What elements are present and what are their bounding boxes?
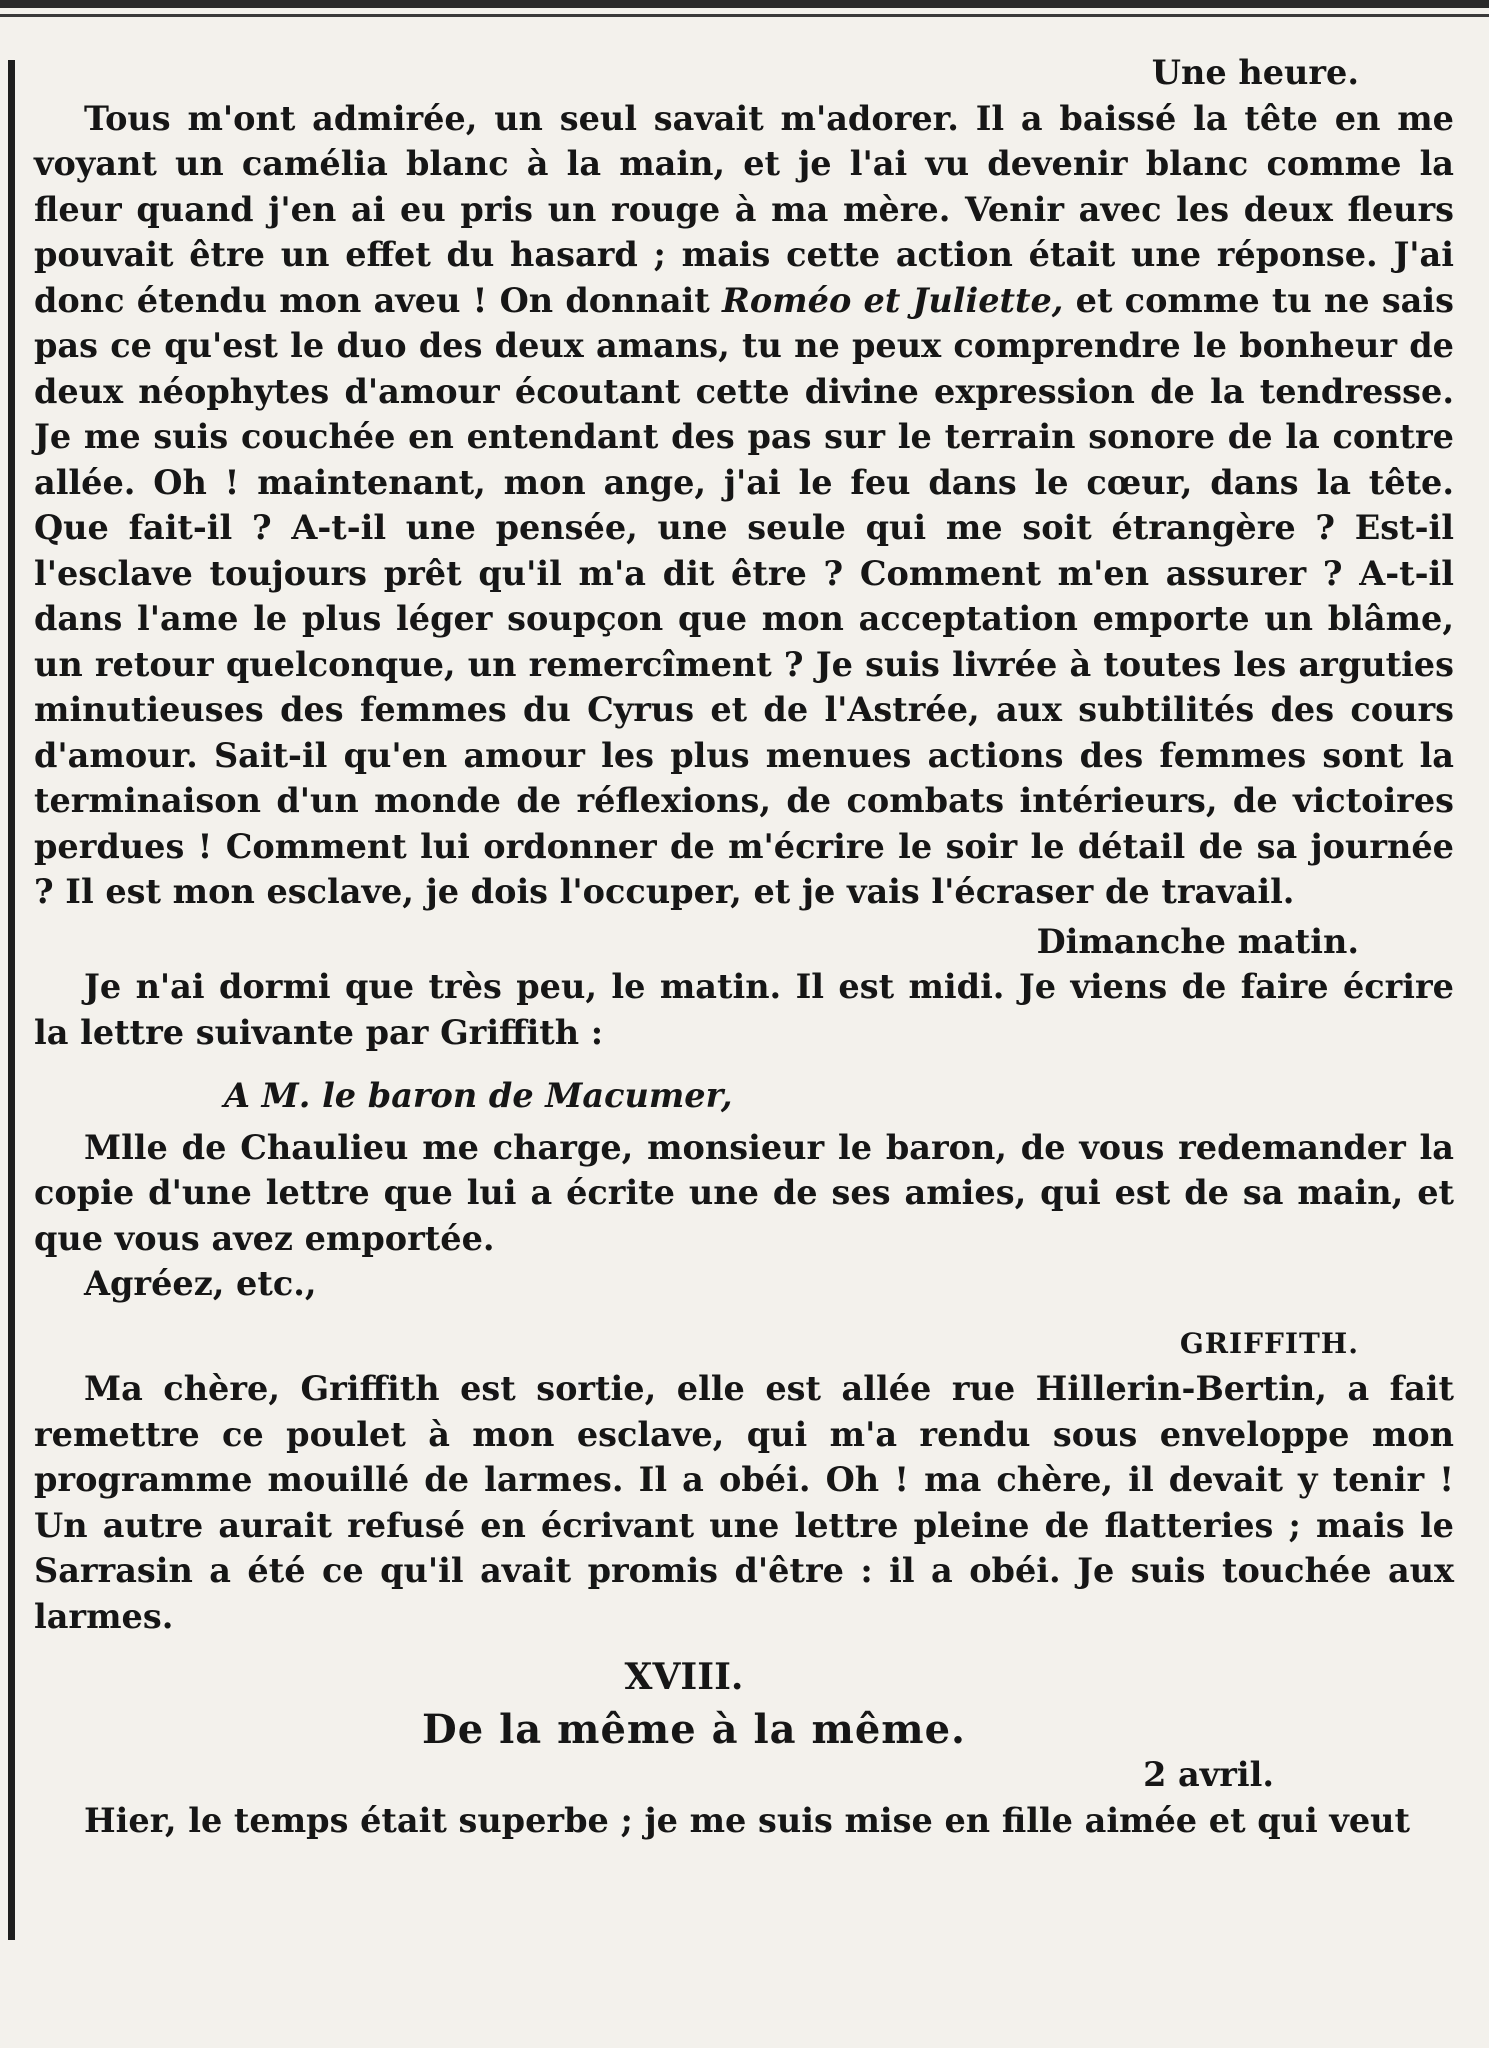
paragraph-1-after: et comme tu ne sais pas ce qu'est le duo des deux amans, tu ne peux comprendre le bonheur de deux néophytes d'amour écoutant cette divine expression de la tendresse. Je me suis couchée en entendant des pas sur le terrain sonore de la contre allée. Oh ! maintenant, mon ange, j'ai le feu dans le cœur, dans la tête. Que fait-il ? A-t-il une pensée, une seule qui me soit étrangère ? Est-il l'esclave toujours prêt qu'il m'a dit être ? Comment m'en assurer ? A-t-il dans l'ame le plus léger soupçon que mon acceptation emporte un blâme, un retour quelconque, un remercîment ? Je suis livrée à toutes les arguties minutieuses des femmes du Cyrus et de l'Astrée, aux subtilités des cours d'amour. Sait-il qu'en amour les plus menues actions des femmes sont la terminaison d'un monde de réflexions, de combats intérieurs, de victoires perdues ! Comment lui ordonner de m'écrire le soir le détail de sa journée ? Il est mon esclave, je dois l'occuper, et je vais l'écraser de travail. xyxy=(34,280,1454,911)
chapter-title: De la même à la même. xyxy=(422,1705,966,1753)
letter-body: Mlle de Chaulieu me charge, monsieur le baron, de vous redemander la copie d'une lettre que lui a écrite une de ses amies, qui est de sa main, et que vous avez emportée. xyxy=(34,1127,1454,1258)
paragraph-1 xyxy=(34,96,1454,915)
day-heading: Dimanche matin. xyxy=(1036,921,1359,961)
time-heading: Une heure. xyxy=(1151,53,1359,92)
letter-salutation: A M. le baron de Macumer, xyxy=(224,1076,733,1115)
paragraph-1-before: Tous m'ont admirée, un seul savait m'adorer. Il a baissé la tête en me voyant un camélia blanc à la main, et je l'ai vu devenir blanc comme la fleur quand j'en ai eu pris un rouge à ma mère. Venir avec les deux fleurs pouvait être un effet du hasard ; mais cette action était une réponse. J'ai donc étendu mon aveu ! On donnait xyxy=(34,98,1454,320)
newspaper-column xyxy=(34,50,1454,1843)
chapter-number: XVIII. xyxy=(624,1656,744,1698)
paragraph-3: Ma chère, Griffith est sortie, elle est allée rue Hillerin-Bertin, a fait remettre ce poulet à mon esclave, qui m'a rendu sous enveloppe mon programme mouillé de larmes. Il a obéi. Oh ! ma chère, il devait y tenir ! Un autre aurait refusé en écrivant une lettre pleine de flatteries ; mais le Sarrasin a été ce qu'il avait promis d'être : il a obéi. Je suis touchée aux larmes. xyxy=(34,1369,1454,1636)
play-title: Roméo et Juliette, xyxy=(722,280,1064,320)
paragraph-4: Hier, le temps était superbe ; je me suis mise en fille aimée et qui veut xyxy=(84,1800,1411,1840)
letter-closing: Agréez, etc., xyxy=(84,1264,317,1303)
column-rule xyxy=(8,60,15,1940)
chapter-date: 2 avril. xyxy=(1143,1755,1274,1794)
letter-signature: GRIFFITH. xyxy=(1179,1326,1359,1360)
top-rule xyxy=(0,0,1489,8)
paragraph-2: Je n'ai dormi que très peu, le matin. Il est midi. Je viens de faire écrire la lettre suivante par Griffith : xyxy=(34,967,1454,1052)
top-rule-thin xyxy=(0,14,1489,17)
